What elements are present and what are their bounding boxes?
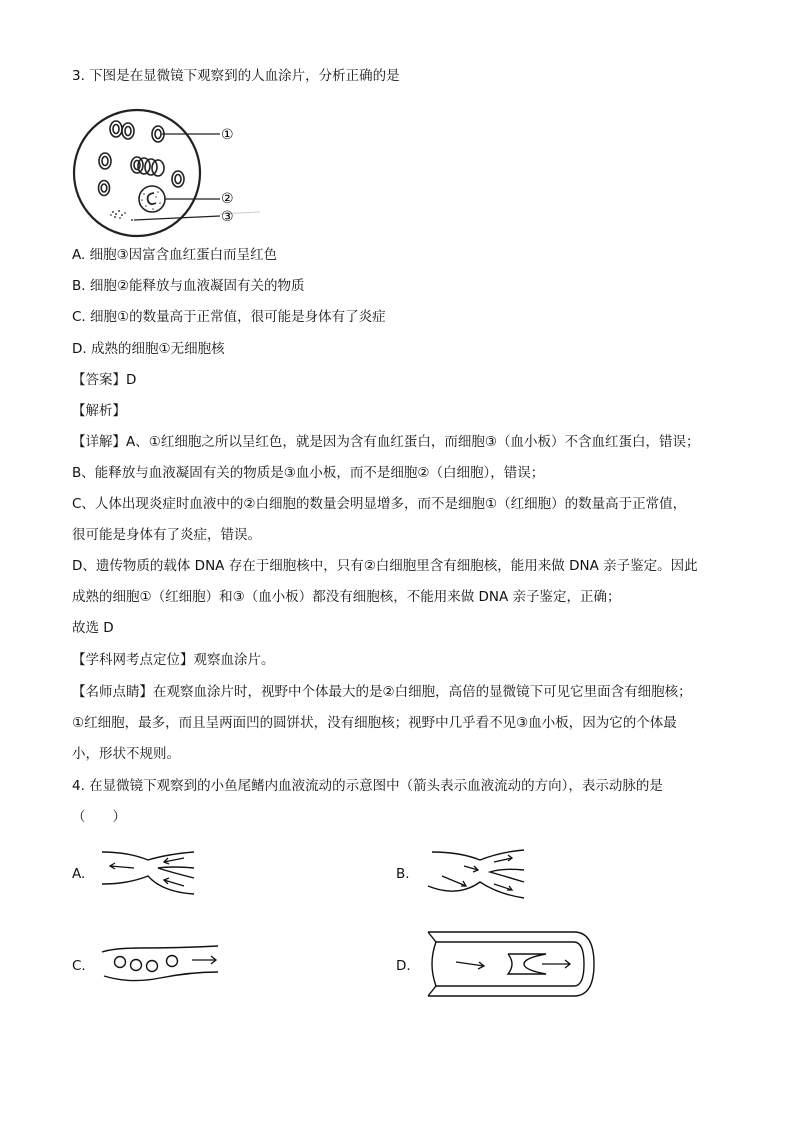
answer-tag: 【答案】 (72, 372, 126, 388)
q4-stem: 4. 在显微镜下观察到的小鱼尾鳍内血液流动的示意图中（箭头表示血液流动的方向），表示动脉的是 (72, 778, 663, 794)
vessel-c-illustration (100, 944, 224, 988)
q4-option-d-figure (424, 928, 596, 1000)
detail-line-1 (72, 433, 699, 451)
teacher-line-1 (72, 683, 692, 701)
detail-line-5: D、遗传物质的载体 DNA 存在于细胞核中，只有②白细胞里含有细胞核，能用来做 DNA 亲子鉴定。因此 (72, 558, 698, 574)
point-tag: 【学科网考点定位】 (72, 652, 194, 668)
q3-option-d: D. 成熟的细胞①无细胞核 (72, 341, 225, 357)
label-1: ① (221, 127, 234, 143)
vessel-a-illustration (98, 846, 198, 900)
label-3: ③ (221, 209, 234, 225)
detail-text-1: A、①红细胞之所以呈红色，就是因为含有血红蛋白，而细胞③（血小板）不含血红蛋白，错误； (126, 434, 700, 450)
q4-paren: （ ） (72, 809, 126, 825)
detail-tag: 【详解】 (72, 434, 126, 450)
vessel-b-illustration (424, 846, 528, 902)
detail-line-6: 成熟的细胞①（红细胞）和③（血小板）都没有细胞核，不能用来做 DNA 亲子鉴定，正确； (72, 589, 621, 605)
q4-option-c-figure (100, 944, 224, 988)
q3-option-b: B. 细胞②能释放与血液凝固有关的物质 (72, 278, 305, 294)
vessel-d-illustration (424, 928, 596, 1000)
point-line (72, 651, 275, 669)
detail-line-7: 故选 D (72, 620, 114, 636)
point-text: 观察血涂片。 (193, 652, 275, 668)
answer-value: D (126, 372, 137, 388)
teacher-line-3: 小，形状不规则。 (72, 746, 180, 762)
detail-line-3: C、人体出现炎症时血液中的②白细胞的数量会明显增多，而不是细胞①（红细胞）的数量高于正常值， (72, 496, 687, 512)
q4-option-b-figure (424, 846, 528, 902)
detail-line-2: B、能释放与血液凝固有关的物质是③血小板，而不是细胞②（白细胞），错误； (72, 465, 545, 481)
teacher-text-1: 在观察血涂片时，视野中个体最大的是②白细胞，高倍的显微镜下可见它里面含有细胞核； (153, 684, 692, 700)
q4-option-b-label: B. (396, 866, 410, 882)
q3-option-c: C. 细胞①的数量高于正常值，很可能是身体有了炎症 (72, 309, 386, 325)
label-2: ② (221, 191, 234, 207)
answer-line (72, 371, 136, 389)
blood-smear-figure (70, 108, 270, 238)
q3-stem: 3. 下图是在显微镜下观察到的人血涂片，分析正确的是 (72, 68, 400, 84)
analysis-tag: 【解析】 (72, 403, 126, 419)
teacher-tag: 【名师点睛】 (72, 684, 153, 700)
q4-option-c-label: C. (72, 958, 86, 974)
q3-option-a: A. 细胞③因富含血红蛋白而呈红色 (72, 247, 278, 263)
q4-option-d-label: D. (396, 958, 411, 974)
blood-smear-illustration (70, 108, 270, 238)
q4-option-a-label: A. (72, 866, 86, 882)
teacher-line-2: ①红细胞，最多，而且呈两面凹的圆饼状，没有细胞核；视野中几乎看不见③血小板，因为它的个体最 (72, 715, 677, 731)
detail-line-4: 很可能是身体有了炎症，错误。 (72, 527, 261, 543)
q4-option-a-figure (98, 846, 198, 900)
